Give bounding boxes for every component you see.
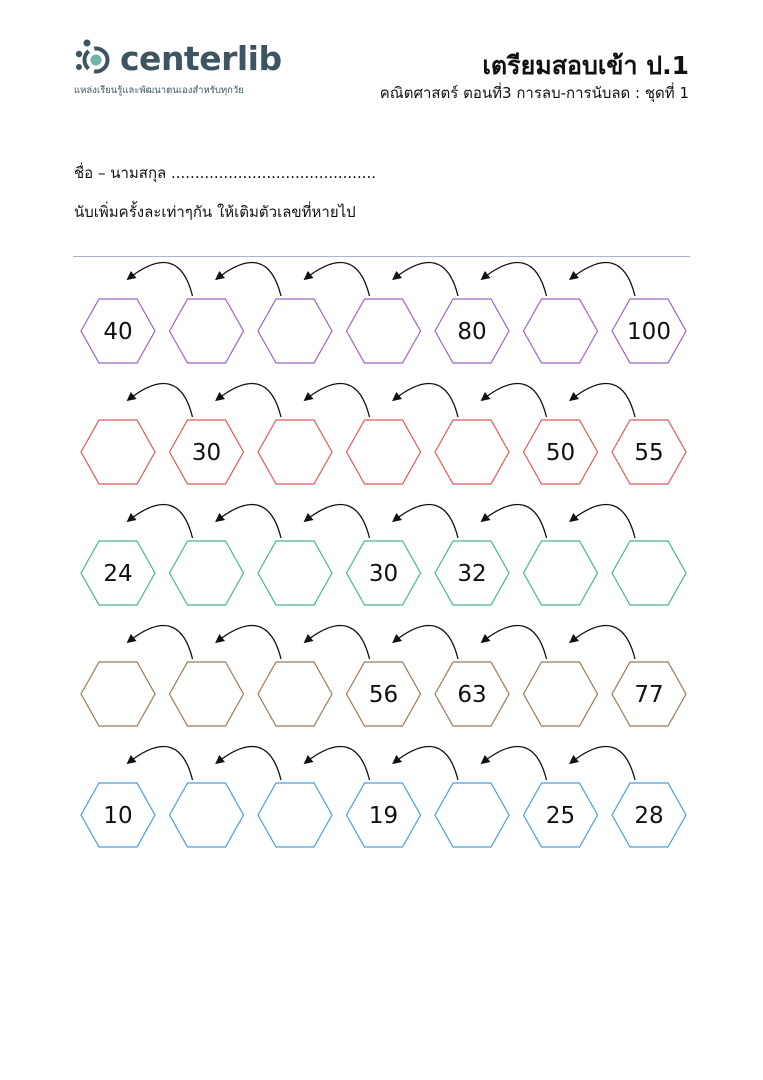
arrow-icon [305,384,370,417]
sequence-row [81,263,686,363]
cell-number: 63 [457,682,487,708]
arrow-icon [571,505,636,538]
arrow-icon [305,263,370,296]
arrow-icon [128,384,193,417]
cell-number: 55 [634,440,664,466]
arrow-icon [217,263,282,296]
hexagon-blank-cell[interactable] [258,420,332,484]
cell-number: 28 [634,803,664,829]
arrow-icon [482,626,547,659]
hexagon-blank-cell[interactable] [170,541,244,605]
cell-number: 30 [368,561,399,587]
hexagon-blank-cell[interactable] [170,299,244,363]
hexagon-blank-cell[interactable] [258,299,332,363]
cell-number: 19 [368,803,399,829]
instruction-text: นับเพิ่มครั้งละเท่าๆกัน ให้เติมตัวเลขที่หายไป [74,203,356,221]
arrow-icon [571,263,636,296]
hexagon-blank-cell[interactable] [170,662,244,726]
arrow-icon [305,626,370,659]
hexagon-blank-cell[interactable] [524,541,598,605]
arrow-icon [571,384,636,417]
hexagon-blank-cell[interactable] [435,420,509,484]
cell-number: 30 [191,440,222,466]
hexagon-blank-cell[interactable] [524,299,598,363]
page-title: เตรียมสอบเข้า ป.1 [482,51,689,80]
hexagon-blank-cell[interactable] [81,662,155,726]
arrow-icon [128,626,193,659]
cell-number: 80 [457,319,487,345]
hexagon-blank-cell[interactable] [524,662,598,726]
hexagon-blank-cell[interactable] [347,299,421,363]
arrow-icon [217,747,282,780]
logo-wordmark: centerlib [120,39,282,78]
arrow-icon [128,747,193,780]
arrow-icon [394,747,459,780]
cell-number: 40 [103,319,133,345]
arrow-icon [305,747,370,780]
arrow-icon [394,505,459,538]
sequence-row [81,384,686,484]
arrow-icon [482,384,547,417]
arrow-icon [305,505,370,538]
arrow-icon [394,263,459,296]
hexagon-blank-cell[interactable] [612,541,686,605]
arrow-icon [482,505,547,538]
cell-number: 56 [368,682,399,708]
student-name-line: ชื่อ – นามสกุล ........................................... [74,164,377,182]
page-subtitle: คณิตศาสตร์ ตอนที่3 การลบ-การนับลด : ชุดที่ 1 [379,84,689,102]
sequence-row [81,747,686,847]
hexagon-blank-cell[interactable] [258,783,332,847]
arrow-icon [394,626,459,659]
arrow-icon [482,263,547,296]
hexagon-blank-cell[interactable] [258,662,332,726]
hexagon-blank-cell[interactable] [170,783,244,847]
hexagon-blank-cell[interactable] [347,420,421,484]
arrow-icon [571,626,636,659]
cell-number: 50 [545,440,576,466]
hexagon-blank-cell[interactable] [258,541,332,605]
sequence-row [81,626,686,726]
cell-number: 100 [627,319,671,345]
arrow-icon [571,747,636,780]
cell-number: 24 [103,561,133,587]
cell-number: 25 [545,803,576,829]
arrow-icon [394,384,459,417]
arrow-icon [128,263,193,296]
arrow-icon [217,626,282,659]
sequence-row [81,505,686,605]
arrow-icon [128,505,193,538]
cell-number: 32 [457,561,487,587]
arrow-icon [217,505,282,538]
cell-number: 10 [103,803,133,829]
logo-tagline: แหล่งเรียนรู้และพัฒนาตนเองสำหรับทุกวัย [74,85,244,96]
hexagon-blank-cell[interactable] [81,420,155,484]
hexagon-blank-cell[interactable] [435,783,509,847]
arrow-icon [217,384,282,417]
arrow-icon [482,747,547,780]
cell-number: 77 [634,682,664,708]
